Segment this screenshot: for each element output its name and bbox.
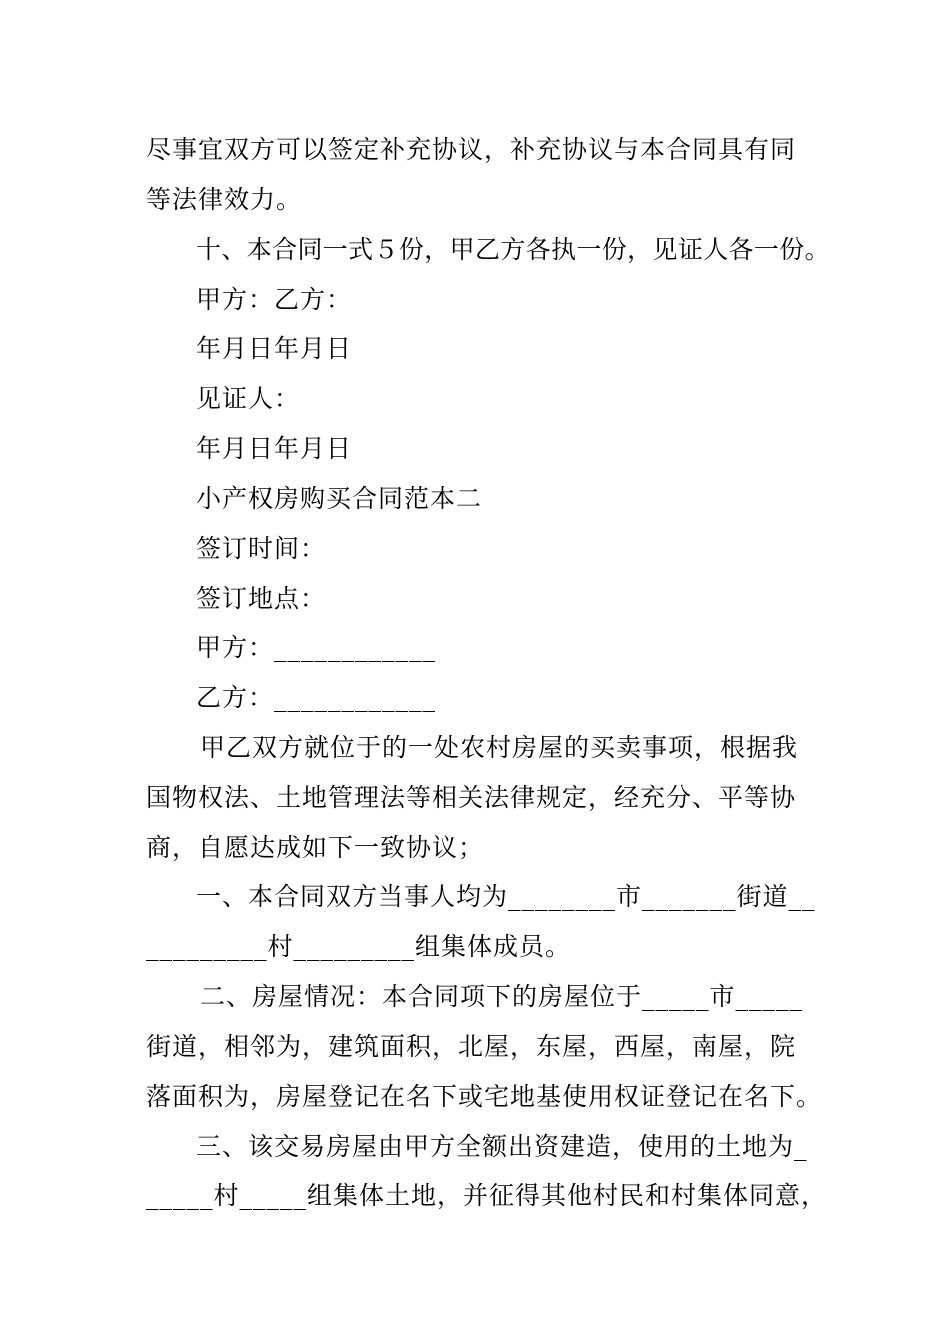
text-line: 签订时间： (196, 534, 327, 563)
text-line: 三、该交易房屋由甲方全额出资建造，使用的土地为_ (196, 1132, 808, 1161)
text-line: 见证人： (196, 384, 301, 413)
text-line: 等法律效力。 (146, 185, 303, 214)
text-line: _________村_________组集体成员。 (146, 932, 572, 961)
text-line: 落面积为，房屋登记在名下或宅地基使用权证登记在名下。 (146, 1082, 823, 1111)
text-line: 一、本合同双方当事人均为________市_______街道__ (196, 882, 816, 911)
text-line: _____村_____组集体土地，并征得其他村民和村集体同意， (146, 1181, 828, 1210)
text-line: 签订地点： (196, 584, 327, 613)
text-line: 甲方：____________ (196, 633, 437, 662)
text-line: 乙方：____________ (196, 683, 437, 712)
text-line: 甲乙双方就位于的一处农村房屋的买卖事项，根据我 (200, 733, 799, 762)
text-line: 甲方：乙方： (196, 285, 353, 314)
section-heading: 小产权房购买合同范本二 (196, 484, 483, 513)
text-line: 街道，相邻为，建筑面积，北屋，东屋，西屋，南屋，院 (146, 1032, 797, 1061)
text-line: 年月日年月日 (196, 434, 353, 463)
text-line: 国物权法、土地管理法等相关法律规定，经充分、平等协 (146, 783, 797, 812)
text-line: 商，自愿达成如下一致协议； (146, 833, 485, 862)
text-line: 二、房屋情况：本合同项下的房屋位于_____市_____ (200, 982, 804, 1011)
text-line: 年月日年月日 (196, 334, 353, 363)
text-line: 十、本合同一式５份，甲乙方各执一份，见证人各一份。 (196, 235, 831, 264)
text-line: 尽事宜双方可以签定补充协议，补充协议与本合同具有同 (146, 135, 797, 164)
